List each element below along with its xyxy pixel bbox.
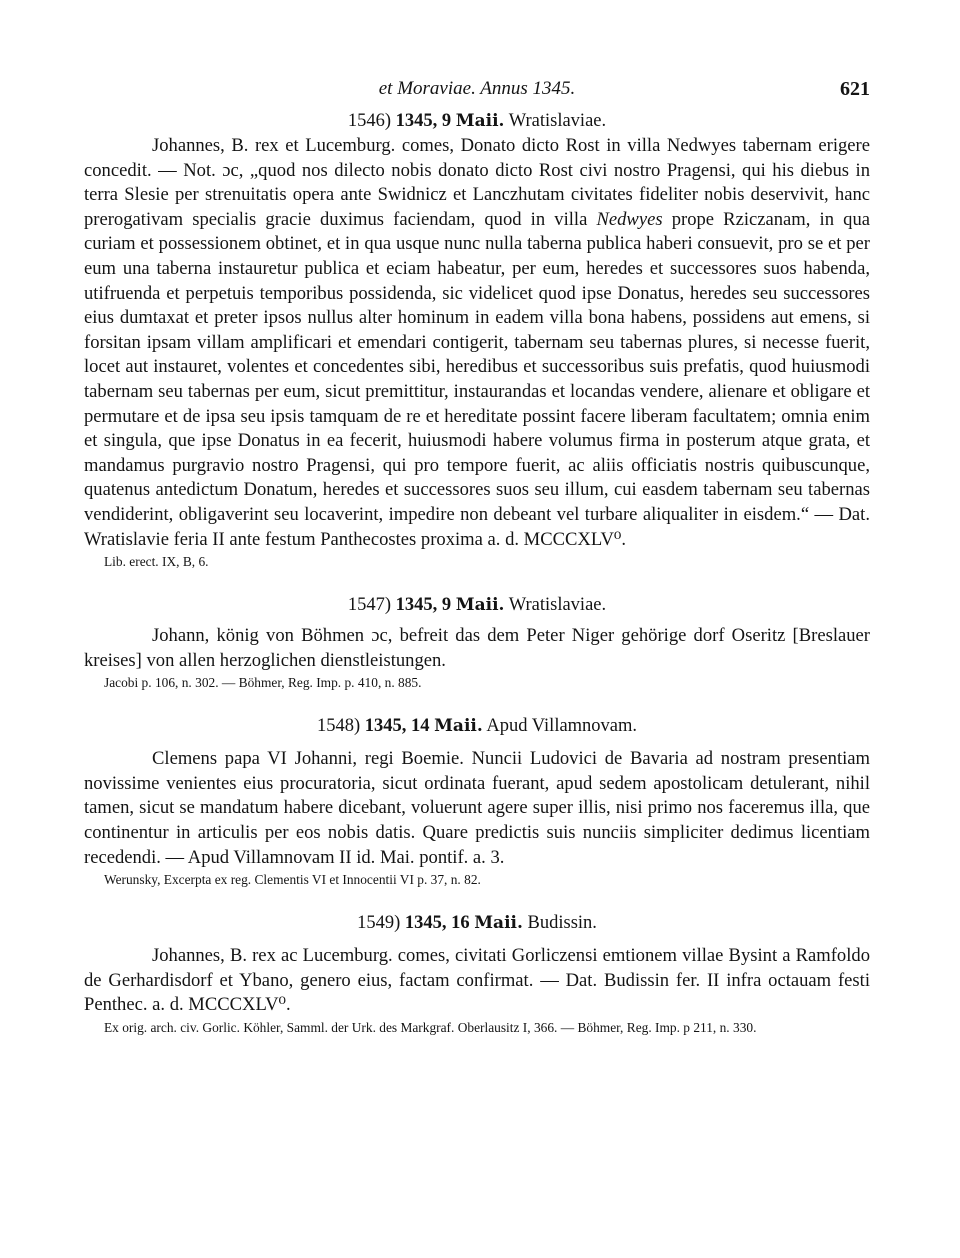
entry-number: 1547) — [347, 595, 392, 616]
entry-heading — [84, 592, 870, 618]
running-head — [84, 78, 870, 108]
entry-month: Maii. — [455, 111, 505, 131]
entry-1548 — [84, 713, 870, 890]
entry-date: 1345, 9 — [395, 595, 452, 616]
entry-1547 — [84, 592, 870, 693]
entry-heading — [84, 713, 870, 739]
entry-month: Maii. — [434, 716, 483, 737]
entry-number: 1548) — [316, 716, 361, 737]
entry-text: Johann, könig von Böhmen ɔc, befreit das dem Peter Niger gehörige dorf Oseritz [Breslauer kreises] von allen herzoglichen dienstleistungen. — [84, 625, 870, 671]
entry-month: Maii. — [455, 595, 505, 616]
entry-text: Johannes, B. rex ac Lucemburg. comes, civitati Gorliczensi emtionem villae Bysint a Ramfoldo de Gerhardisdorf et Ybano, genero eius, factam confirmat. — Dat. Budissin fer. II infra octauam festi Penthec. a. d. MCCCXLV⁰. — [84, 945, 870, 1016]
running-title: et Moraviae. Annus 1345. — [378, 78, 576, 99]
entry-date: 1345, 9 — [395, 111, 452, 131]
entry-number: 1546) — [347, 111, 392, 131]
entry-text-part: prope Rziczanam, in qua curiam et possessionem obtinet, et in qua usque nunc nulla taberna publica haberi consuevit, pro se et per eum una taberna instauretur publica et eciam habeatur, per eum, heredes et successores suos habenda, utifruenda et perpetuis temporibus possidenda, sic videlicet quod ipse Donatus, heredes seu successores eius dumtaxat et preter ipsos nullus alter hominum in eadem villa bona habens, possidens aut emens, si forsitan ipsam villam amplificari et emendari contigerit, tabernam seu tabernas plures, si necesse fuerit, locet aut instauret, volentes et concedentes sibi, heredibus et successoribus suis prefatis, quod huiusmodi tabernam seu tabernas per eum, sicut premittitur, instaurandas et locandas vendere, alienare et obligare et permutare et de ipsa seu ipsis tamquam de re et hereditate possint facere liberam facultatem; omnia enim et singula, que ipse Donatus in ea fecerit, huiusmodi habere volumus firma in posterum atque grata, et mandamus purgravio nostro Pragensi, qui pro tempore fuerit, ac aliis officiatis nostris quibuscunque, quatenus antedictum Donatum, heredes et successores suos seu illum, cui easdem tabernam seu tabernas vendiderint, obligaverint seu locaverint, impedire non debeant vel turbare aliqualiter in eisdem.“ — Dat. Wratislavie feria II ante festum Panthecostes proxima a. d. MCCCXLV⁰. — [84, 208, 870, 550]
entry-source: Ex orig. arch. civ. Gorlic. Köhler, Samml. der Urk. des Markgraf. Oberlausitz I, 366. — Böhmer, Reg. Imp. p 211, n. 330. — [104, 1020, 757, 1036]
entry-source: Jacobi p. 106, n. 302. — Böhmer, Reg. Imp. p. 410, n. 885. — [104, 675, 422, 691]
entry-heading — [84, 910, 870, 936]
entry-date: 1345, 16 — [404, 913, 470, 934]
entry-place: Wratislaviae. — [508, 595, 607, 616]
page-number: 621 — [840, 78, 870, 100]
document-page — [84, 78, 870, 1038]
entry-text: Clemens papa VI Johanni, regi Boemie. Nuncii Ludovici de Bavaria ad nostram presentiam novissime venientes eius procuratoria, sicut ordinata fuerant, apud sedem apostolicam detulerant, nihil tamen, sicut se mandatum habere dicebant, voluerunt agere super illis, nisi primo nos faceremus illa, que continentur in articulis per eos nobis datis. Quare predictis suis nunciis simpliciter dedimus licentiam recedendi. — Apud Villamnovam II id. Mai. pontif. a. 3. — [84, 748, 870, 868]
entry-text-part: Johannes, B. rex et Lucemburg. comes, Donato dicto Rost in villa Nedwyes tabernam erigere concedit. — Not. ɔc, „quod nos dilecto nobis donato dicto Rost civi nostro Pragensi, qui his diebus in terra Slesie per strenuitatis opera ante Swidnicz et Lanczhutam civitates fideliter nobis deservivit, hanc prerogativam specialis gracie duximus faciendam, quod in villa — [84, 135, 870, 230]
entry-source: Werunsky, Excerpta ex reg. Clementis VI et Innocentii VI p. 37, n. 82. — [104, 872, 481, 888]
entry-1549 — [84, 910, 870, 1038]
entry-source: Lib. erect. IX, B, 6. — [104, 554, 209, 570]
entry-text — [84, 134, 870, 552]
entry-1546 — [84, 108, 870, 572]
entry-place: Wratislaviae. — [508, 111, 607, 131]
entry-date: 1345, 14 — [364, 716, 430, 737]
entry-place: Apud Villamnovam. — [486, 716, 638, 737]
entry-month: Maii. — [474, 913, 523, 934]
entry-heading — [84, 108, 870, 134]
entry-number: 1549) — [357, 913, 401, 934]
entry-text-italic: Nedwyes — [596, 208, 663, 230]
entry-place: Budissin. — [527, 913, 597, 934]
